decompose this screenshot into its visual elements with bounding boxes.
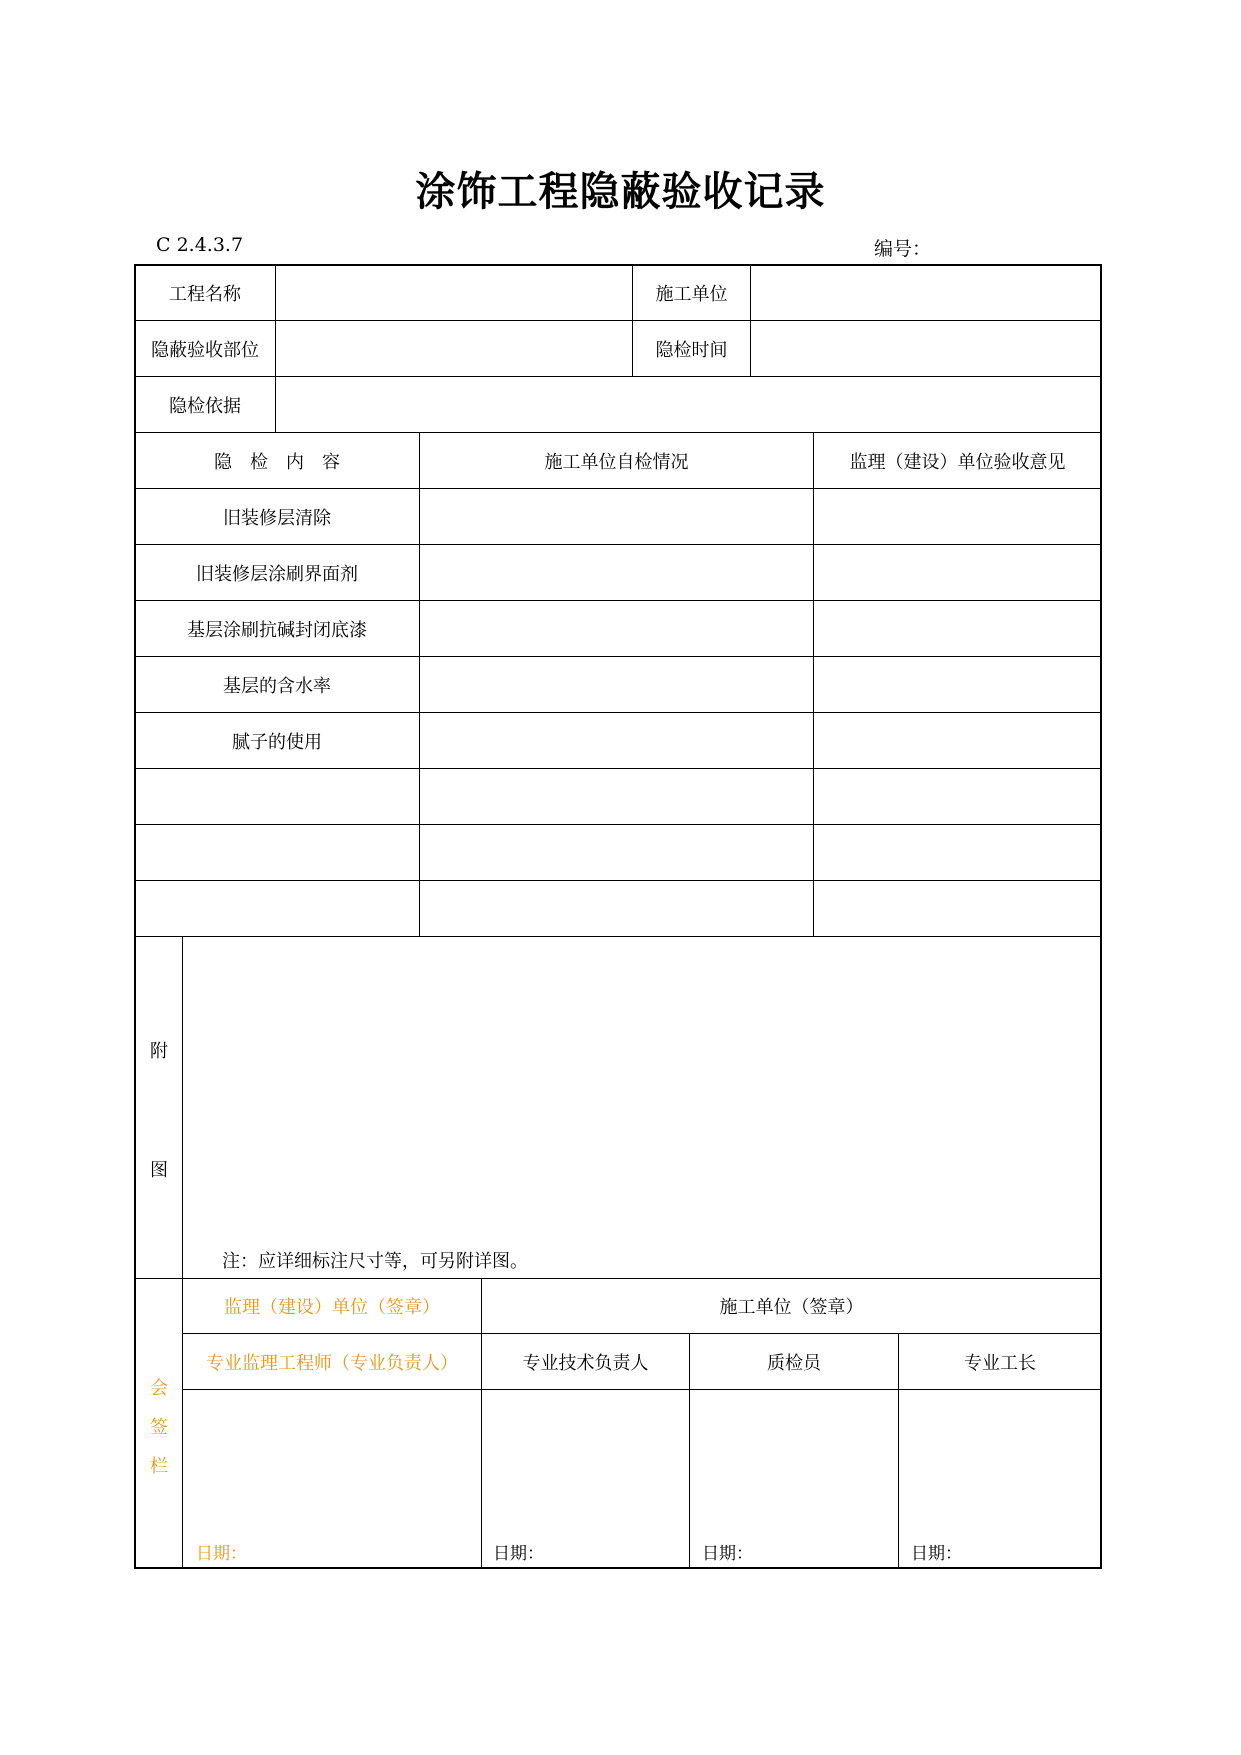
hidden-part-value[interactable] xyxy=(276,321,632,376)
technical-lead-label: 专业技术负责人 xyxy=(522,1352,649,1374)
inspection-item: 基层的含水率 xyxy=(223,675,331,697)
quality-inspector-label: 质检员 xyxy=(767,1352,821,1374)
inspection-item xyxy=(135,769,419,824)
construction-unit-value[interactable] xyxy=(751,265,1101,320)
construction-unit-label: 施工单位 xyxy=(655,283,728,305)
signoff-label-char: 会 xyxy=(150,1378,168,1399)
inspection-item xyxy=(135,825,419,880)
serial-number-label: 编号： xyxy=(874,238,932,260)
inspection-time-label: 隐检时间 xyxy=(655,339,728,361)
supervision-date-label: 日期： xyxy=(196,1544,247,1564)
inspection-item: 腻子的使用 xyxy=(232,731,322,753)
signoff-label-char: 栏 xyxy=(150,1456,168,1477)
supervision-engineer-label: 专业监理工程师（专业负责人） xyxy=(206,1352,458,1374)
attachment-label-char: 图 xyxy=(150,1160,168,1181)
technical-lead-signature-area[interactable] xyxy=(482,1390,689,1530)
technical-lead-date-label: 日期： xyxy=(493,1544,544,1564)
foreman-date-label: 日期： xyxy=(911,1544,962,1564)
inspection-basis-value[interactable] xyxy=(276,377,1101,432)
attachment-drawing-area[interactable] xyxy=(183,937,1101,1237)
project-name-value[interactable] xyxy=(276,265,632,320)
foreman-label: 专业工长 xyxy=(964,1352,1036,1374)
supervision-unit-seal-label: 监理（建设）单位（签章） xyxy=(224,1297,440,1318)
foreman-signature-area[interactable] xyxy=(899,1390,1101,1530)
column-divider xyxy=(813,432,814,936)
form-code: C 2.4.3.7 xyxy=(156,234,244,256)
hidden-part-label: 隐蔽验收部位 xyxy=(151,339,259,361)
quality-inspector-signature-area[interactable] xyxy=(690,1390,898,1530)
inspection-item xyxy=(135,881,419,936)
inspection-item: 旧装修层涂刷界面剂 xyxy=(196,563,358,585)
inspection-basis-label: 隐检依据 xyxy=(169,395,241,417)
inspection-time-value[interactable] xyxy=(751,321,1101,376)
attachment-label-char: 附 xyxy=(150,1041,168,1062)
quality-inspector-date-label: 日期： xyxy=(702,1544,753,1564)
column-header-self-check: 施工单位自检情况 xyxy=(544,451,689,473)
column-header-inspection-content: 隐 检 内 容 xyxy=(214,451,340,473)
signoff-label-char: 签 xyxy=(150,1417,168,1438)
column-divider xyxy=(419,432,420,936)
project-name-label: 工程名称 xyxy=(169,283,241,305)
inspection-item: 基层涂刷抗碱封闭底漆 xyxy=(187,619,367,641)
attachment-note: 注：应详细标注尺寸等，可另附详图。 xyxy=(222,1251,528,1272)
column-header-supervision-opinion: 监理（建设）单位验收意见 xyxy=(849,451,1066,473)
inspection-item: 旧装修层清除 xyxy=(223,507,331,529)
construction-unit-seal-label: 施工单位（签章） xyxy=(719,1297,864,1318)
document-title: 涂饰工程隐蔽验收记录 xyxy=(415,169,826,215)
supervision-signature-area[interactable] xyxy=(183,1390,481,1530)
